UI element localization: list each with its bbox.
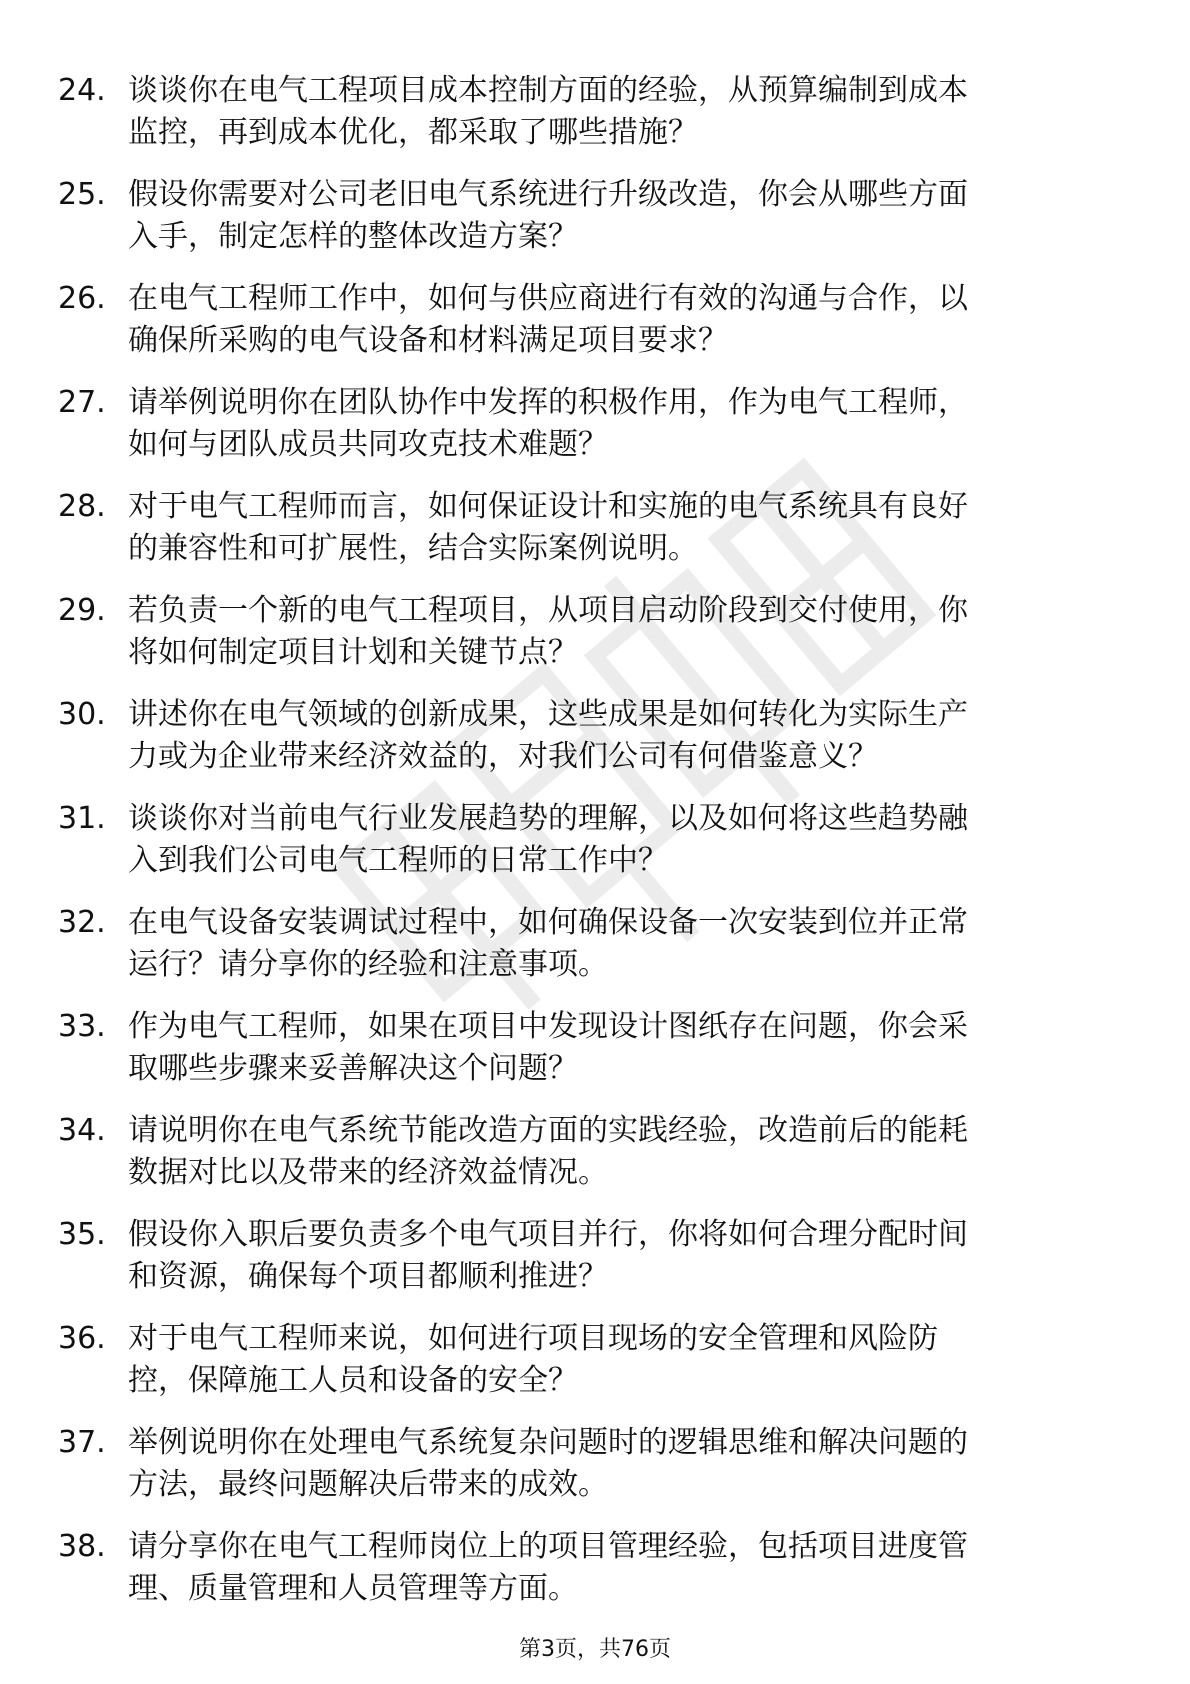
question-item (0, 694, 1190, 798)
question-text: 作为电气工程师，如果在项目中发现设计图纸存在问题，你会采 取哪些步骤来妥善解决这个问题？ (128, 1009, 968, 1086)
question-text: 在电气工程师工作中，如何与供应商进行有效的沟通与合作，以 确保所采购的电气设备和材料满足项目要求？ (128, 281, 968, 358)
question-number: 31. (58, 801, 106, 836)
question-item (0, 174, 1190, 278)
question-item (0, 486, 1190, 590)
question-number: 38. (58, 1529, 106, 1564)
question-item (0, 70, 1190, 174)
question-text: 谈谈你在电气工程项目成本控制方面的经验，从预算编制到成本 监控，再到成本优化，都采取了哪些措施？ (128, 73, 968, 150)
question-item (0, 590, 1190, 694)
page-number-footer: 第3页，共76页 (519, 1637, 671, 1662)
question-number: 29. (58, 593, 106, 628)
question-number: 32. (58, 905, 106, 940)
question-number: 26. (58, 281, 106, 316)
question-item (0, 902, 1190, 1006)
question-item (0, 1214, 1190, 1318)
question-number: 33. (58, 1009, 106, 1044)
question-item (0, 1526, 1190, 1630)
question-item (0, 382, 1190, 486)
question-text: 请分享你在电气工程师岗位上的项目管理经验，包括项目进度管 理、质量管理和人员管理等方面。 (128, 1529, 968, 1606)
question-text: 在电气设备安装调试过程中，如何确保设备一次安装到位并正常 运行？请分享你的经验和注意事项。 (128, 905, 968, 982)
question-number: 30. (58, 697, 106, 732)
question-item (0, 798, 1190, 902)
question-text: 举例说明你在处理电气系统复杂问题时的逻辑思维和解决问题的 方法，最终问题解决后带来的成效。 (128, 1425, 968, 1502)
question-text: 假设你需要对公司老旧电气系统进行升级改造，你会从哪些方面 入手，制定怎样的整体改造方案？ (128, 177, 968, 254)
question-list (0, 70, 1190, 1630)
question-item (0, 278, 1190, 382)
question-text: 对于电气工程师而言，如何保证设计和实施的电气系统具有良好 的兼容性和可扩展性，结合实际案例说明。 (128, 489, 968, 566)
question-text: 请举例说明你在团队协作中发挥的积极作用，作为电气工程师， 如何与团队成员共同攻克技术难题？ (128, 385, 968, 462)
question-number: 34. (58, 1113, 106, 1148)
question-text: 谈谈你对当前电气行业发展趋势的理解，以及如何将这些趋势融 入到我们公司电气工程师的日常工作中？ (128, 801, 968, 878)
question-item (0, 1110, 1190, 1214)
question-item (0, 1422, 1190, 1526)
question-text: 请说明你在电气系统节能改造方面的实践经验，改造前后的能耗 数据对比以及带来的经济效益情况。 (128, 1113, 968, 1190)
question-number: 36. (58, 1321, 106, 1356)
question-item (0, 1318, 1190, 1422)
question-number: 37. (58, 1425, 106, 1460)
question-number: 25. (58, 177, 106, 212)
question-text: 若负责一个新的电气工程项目，从项目启动阶段到交付使用，你 将如何制定项目计划和关键节点？ (128, 593, 968, 670)
question-number: 27. (58, 385, 106, 420)
question-text: 对于电气工程师来说，如何进行项目现场的安全管理和风险防 控，保障施工人员和设备的安全？ (128, 1321, 938, 1398)
question-number: 28. (58, 489, 106, 524)
question-text: 假设你入职后要负责多个电气项目并行，你将如何合理分配时间 和资源，确保每个项目都顺利推进？ (128, 1217, 968, 1294)
question-text: 讲述你在电气领域的创新成果，这些成果是如何转化为实际生产 力或为企业带来经济效益的，对我们公司有何借鉴意义？ (128, 697, 968, 774)
question-item (0, 1006, 1190, 1110)
question-number: 24. (58, 73, 106, 108)
question-number: 35. (58, 1217, 106, 1252)
